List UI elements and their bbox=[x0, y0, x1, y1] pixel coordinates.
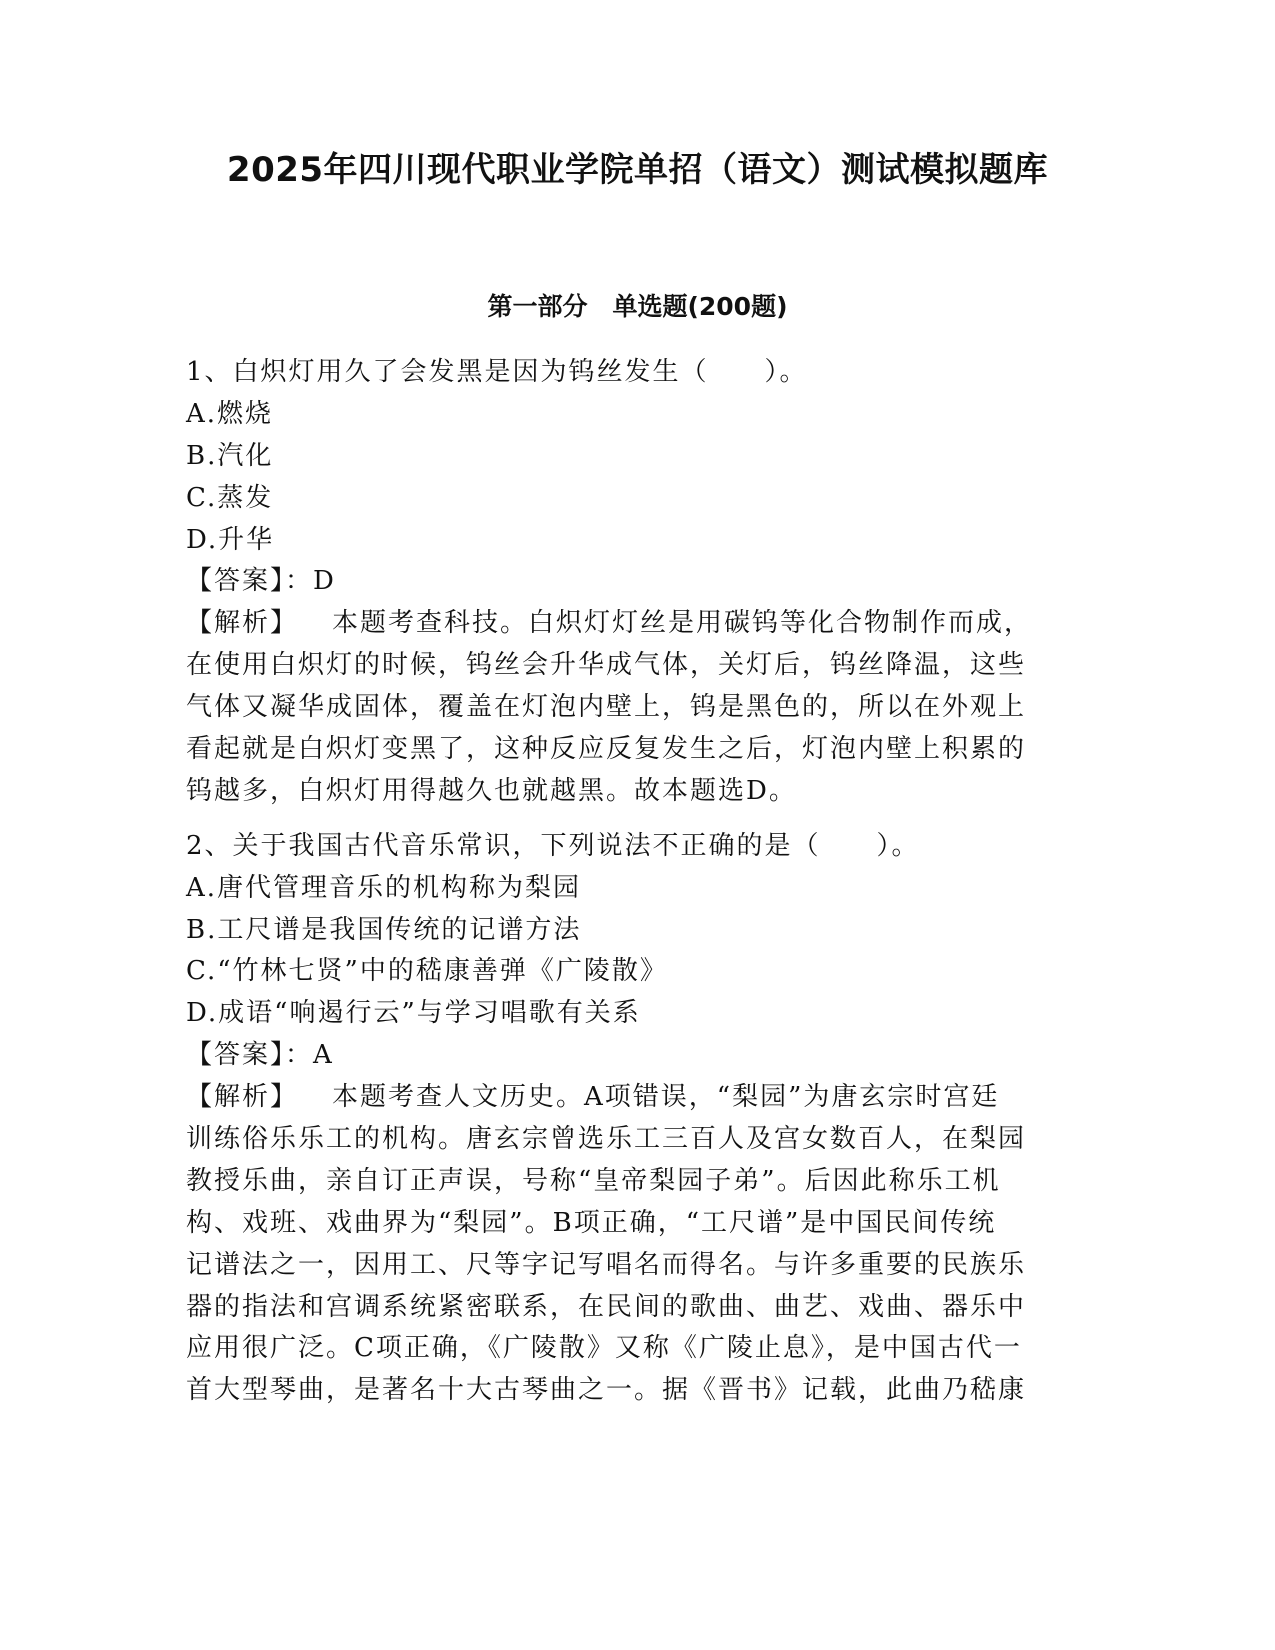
explanation-line bbox=[186, 1077, 1086, 1119]
question-block bbox=[186, 826, 1086, 1412]
explanation-label: 【解析】 bbox=[186, 1082, 299, 1113]
explanation-line bbox=[186, 603, 1086, 645]
explanation-label: 【解析】 bbox=[186, 608, 299, 639]
option-b: B.工尺谱是我国传统的记谱方法 bbox=[186, 914, 582, 945]
explanation-line: 记谱法之一，因用工、尺等字记写唱名而得名。与许多重要的民族乐 bbox=[186, 1249, 1027, 1280]
explanation-line: 应用很广泛。C项正确，《广陵散》又称《广陵止息》，是中国古代一 bbox=[186, 1333, 1022, 1364]
section-title: 第一部分 单选题(200题) bbox=[487, 292, 788, 321]
option-a: A.唐代管理音乐的机构称为梨园 bbox=[186, 872, 582, 903]
option-a: A.燃烧 bbox=[186, 398, 274, 429]
answer-line bbox=[186, 561, 1086, 603]
explanation-line: 气体又凝华成固体，覆盖在灯泡内壁上，钨是黑色的，所以在外观上 bbox=[186, 692, 1027, 723]
option-d: D.升华 bbox=[186, 524, 275, 555]
explanation-line: 在使用白炽灯的时候，钨丝会升华成气体，关灯后，钨丝降温，这些 bbox=[186, 650, 1027, 681]
option-c: C.“竹林七贤”中的嵇康善弹《广陵散》 bbox=[186, 956, 668, 987]
explanation-line: 看起就是白炽灯变黑了，这种反应反复发生之后，灯泡内壁上积累的 bbox=[186, 734, 1027, 765]
question-stem: 2、关于我国古代音乐常识，下列说法不正确的是（ ）。 bbox=[186, 830, 920, 861]
explanation-line: 构、戏班、戏曲界为“梨园”。B项正确，“工尺谱”是中国民间传统 bbox=[186, 1207, 997, 1238]
explanation-text: 本题考查科技。白炽灯灯丝是用碳钨等化合物制作而成， bbox=[332, 608, 1033, 639]
question-stem: 1、白炽灯用久了会发黑是因为钨丝发生（ ）。 bbox=[186, 357, 808, 387]
option-d: D.成语“响遏行云”与学习唱歌有关系 bbox=[186, 998, 641, 1029]
answer-value: D bbox=[313, 566, 336, 597]
answer-value: A bbox=[313, 1040, 334, 1071]
document-title: 2025年四川现代职业学院单招（语文）测试模拟题库 bbox=[226, 150, 1049, 190]
explanation-line: 首大型琴曲，是著名十大古琴曲之一。据《晋书》记载，此曲乃嵇康 bbox=[186, 1375, 1027, 1406]
answer-line bbox=[186, 1035, 1086, 1077]
document-body bbox=[186, 352, 1086, 1412]
explanation-line: 器的指法和宫调系统紧密联系，在民间的歌曲、曲艺、戏曲、器乐中 bbox=[186, 1291, 1027, 1322]
explanation-line: 训练俗乐乐工的机构。唐玄宗曾选乐工三百人及宫女数百人，在梨园 bbox=[186, 1124, 1027, 1155]
answer-label: 【答案】： bbox=[186, 1040, 314, 1071]
option-c: C.蒸发 bbox=[186, 482, 274, 513]
option-b: B.汽化 bbox=[186, 440, 274, 471]
explanation-line: 钨越多，白炽灯用得越久也就越黑。故本题选D。 bbox=[186, 775, 797, 806]
answer-label: 【答案】： bbox=[186, 566, 314, 597]
explanation-line: 教授乐曲，亲自订正声误，号称“皇帝梨园子弟”。后因此称乐工机 bbox=[186, 1165, 1001, 1196]
question-block bbox=[186, 352, 1086, 813]
explanation-text: 本题考查人文历史。A项错误，“梨园”为唐玄宗时宫廷 bbox=[332, 1082, 1000, 1113]
